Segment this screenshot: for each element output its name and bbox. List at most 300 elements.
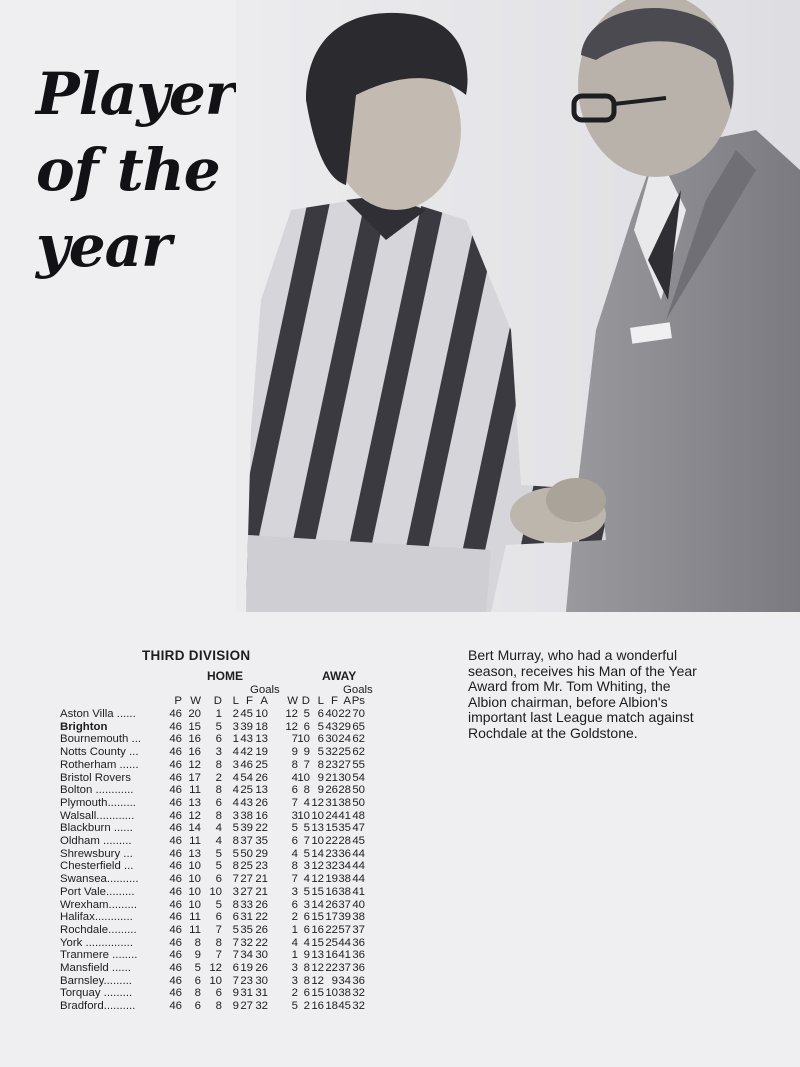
headline-line-3: year (36, 212, 171, 280)
table-cell: 13 (188, 796, 201, 809)
table-cell: 39 (240, 720, 253, 733)
table-cell: 6 (317, 708, 324, 720)
table-cell: 9 (317, 771, 324, 784)
table-row (60, 911, 420, 924)
table-cell: 35 (255, 835, 268, 847)
table-row (60, 924, 420, 937)
table-cell: 40 (352, 898, 365, 911)
table-cell: 25 (255, 758, 268, 771)
table-cell: 46 (169, 822, 182, 835)
table-cell: 10 (311, 809, 324, 822)
table-cell: 9 (194, 949, 201, 962)
table-cell: 8 (291, 758, 298, 771)
table-cell: 10 (209, 885, 222, 898)
table-cell: 9 (303, 746, 310, 759)
table-cell: 28 (338, 835, 351, 847)
table-cell: 38 (240, 809, 253, 822)
table-cell: 7 (232, 974, 239, 987)
table-cell: 6 (215, 733, 222, 746)
column-header: D (213, 695, 222, 707)
table-cell: 15 (311, 885, 324, 898)
table-cell: 62 (352, 733, 365, 746)
column-header: F (331, 695, 338, 707)
table-cell: 4 (291, 936, 298, 949)
table-cell: 11 (189, 835, 201, 847)
table-cell: 25 (240, 784, 253, 797)
table-cell: 10 (209, 974, 222, 987)
table-cell: 6 (215, 796, 222, 809)
table-cell: 34 (240, 949, 253, 962)
table-cell: 7 (232, 949, 239, 962)
table-cell: 46 (169, 708, 182, 720)
column-header: A (343, 695, 351, 707)
table-cell: 6 (303, 987, 310, 1000)
table-cell: 43 (240, 796, 253, 809)
column-header: W (190, 695, 201, 707)
table-cell: 32 (325, 860, 338, 873)
table-cell: 38 (338, 987, 351, 1000)
table-cell: 31 (255, 987, 268, 1000)
table-cell: 10 (188, 898, 201, 911)
table-cell: 35 (240, 923, 253, 936)
table-cell: 23 (240, 974, 253, 987)
table-cell: 65 (352, 720, 365, 733)
table-cell: 46 (169, 746, 182, 759)
team-name: Bradford.......... (60, 1000, 136, 1013)
table-cell: 46 (169, 898, 182, 911)
table-cell: 7 (232, 936, 239, 949)
table-cell: 15 (325, 822, 338, 835)
table-cell: 25 (338, 746, 351, 759)
table-cell: 27 (338, 758, 351, 771)
table-cell: 20 (188, 708, 201, 720)
table-cell: 46 (169, 987, 182, 1000)
team-name: Tranmere ........ (60, 949, 138, 962)
table-cell: 7 (291, 873, 298, 886)
table-cell: 2 (215, 771, 222, 784)
table-cell: 27 (240, 1000, 253, 1013)
table-cell: 4 (232, 796, 239, 809)
table-cell: 46 (169, 923, 182, 936)
team-name: Rotherham ...... (60, 758, 139, 771)
column-header: Ps (351, 695, 365, 707)
headline-line-2: of the (36, 136, 220, 204)
table-cell: 6 (232, 911, 239, 924)
table-cell: 5 (232, 822, 239, 835)
table-cell: 57 (338, 923, 351, 936)
table-cell: 27 (240, 873, 253, 886)
table-cell: 46 (169, 936, 182, 949)
away-goals-header: Goals (343, 684, 373, 696)
table-row (60, 784, 420, 797)
table-cell: 16 (255, 809, 268, 822)
table-cell: 46 (169, 860, 182, 873)
table-cell: 4 (215, 822, 222, 835)
table-cell: 12 (209, 962, 222, 974)
table-cell: 15 (311, 936, 324, 949)
team-name: Rochdale......... (60, 923, 137, 936)
table-row (60, 835, 420, 848)
table-cell: 39 (240, 822, 253, 835)
table-cell: 8 (215, 784, 222, 797)
team-name: Walsall............ (60, 809, 135, 822)
table-cell: 5 (291, 1000, 298, 1013)
table-row (60, 822, 420, 835)
table-cell: 70 (352, 708, 365, 720)
column-header: P (174, 695, 182, 707)
table-cell: 11 (189, 911, 201, 924)
table-cell: 45 (352, 835, 365, 847)
table-cell: 41 (338, 809, 351, 822)
table-cell: 4 (291, 771, 298, 784)
table-cell: 32 (240, 936, 253, 949)
table-cell: 24 (325, 809, 338, 822)
table-cell: 36 (352, 936, 365, 949)
table-cell: 17 (325, 911, 338, 924)
table-cell: 6 (194, 974, 201, 987)
table-cell: 1 (232, 733, 239, 746)
table-cell: 46 (169, 835, 182, 847)
table-cell: 5 (303, 822, 310, 835)
table-row (60, 860, 420, 873)
table-cell: 30 (338, 771, 351, 784)
table-cell: 42 (240, 746, 253, 759)
column-header: L (317, 695, 324, 707)
team-name: Port Vale......... (60, 885, 135, 898)
table-cell: 15 (188, 720, 201, 733)
table-cell: 9 (291, 746, 298, 759)
table-cell: 5 (232, 923, 239, 936)
table-cell: 10 (325, 987, 338, 1000)
table-cell: 43 (240, 733, 253, 746)
column-header: L (232, 695, 239, 707)
table-cell: 12 (285, 708, 298, 720)
team-name: York ............... (60, 936, 134, 949)
caption-line-1: Bert Murray, who had a wonderful (468, 647, 678, 663)
table-cell: 1 (291, 923, 298, 936)
table-cell: 3 (232, 809, 239, 822)
table-row (60, 962, 420, 975)
table-cell: 37 (338, 962, 351, 974)
table-cell: 6 (291, 835, 298, 847)
table-cell: 10 (297, 809, 310, 822)
table-cell: 46 (169, 962, 182, 974)
team-name: Aston Villa ...... (60, 708, 136, 720)
table-cell: 29 (338, 720, 351, 733)
table-cell: 7 (232, 873, 239, 886)
table-cell: 32 (352, 987, 365, 1000)
table-cell: 24 (338, 733, 351, 746)
table-cell: 6 (303, 911, 310, 924)
team-name: Halifax............ (60, 911, 133, 924)
table-row (60, 759, 420, 772)
table-cell: 8 (303, 974, 310, 987)
table-cell: 2 (291, 911, 298, 924)
home-goals-header: Goals (250, 684, 280, 696)
table-row (60, 975, 420, 988)
table-cell: 5 (194, 962, 201, 974)
table-cell: 1 (291, 949, 298, 962)
team-name: Barnsley......... (60, 974, 132, 987)
table-cell: 15 (311, 987, 324, 1000)
table-cell: 23 (325, 758, 338, 771)
table-cell: 46 (169, 873, 182, 886)
table-cell: 46 (169, 974, 182, 987)
team-name: Chesterfield ... (60, 860, 134, 873)
table-cell: 38 (352, 911, 365, 924)
table-cell: 26 (255, 923, 268, 936)
table-cell: 3 (291, 809, 298, 822)
team-name: Torquay ......... (60, 987, 133, 1000)
table-cell: 7 (303, 835, 310, 847)
table-cell: 37 (338, 898, 351, 911)
table-cell: 5 (303, 847, 310, 860)
table-cell: 10 (255, 708, 268, 720)
table-cell: 10 (188, 873, 201, 886)
table-cell: 6 (291, 784, 298, 797)
table-cell: 46 (169, 847, 182, 860)
table-cell: 5 (291, 822, 298, 835)
table-cell: 35 (338, 822, 351, 835)
table-cell: 3 (291, 885, 298, 898)
table-cell: 12 (311, 860, 324, 873)
table-cell: 26 (255, 771, 268, 784)
table-cell: 30 (325, 733, 338, 746)
table-cell: 8 (232, 835, 239, 847)
table-cell: 19 (255, 746, 268, 759)
table-cell: 22 (325, 835, 338, 847)
team-name: Blackburn ...... (60, 822, 133, 835)
table-cell: 6 (303, 720, 310, 733)
table-cell: 14 (311, 847, 324, 860)
table-cell: 6 (232, 962, 239, 974)
table-cell: 29 (255, 847, 268, 860)
table-cell: 10 (297, 733, 310, 746)
table-cell: 19 (325, 873, 338, 886)
table-cell: 3 (291, 962, 298, 974)
table-cell: 41 (352, 885, 365, 898)
table-cell: 54 (240, 771, 253, 784)
table-cell: 3 (303, 860, 310, 873)
table-cell: 6 (303, 923, 310, 936)
table-cell: 38 (338, 885, 351, 898)
team-name: Bolton ............ (60, 784, 134, 797)
table-cell: 46 (169, 720, 182, 733)
table-cell: 37 (240, 835, 253, 847)
table-cell: 45 (240, 708, 253, 720)
table-cell: 3 (291, 974, 298, 987)
table-cell: 22 (338, 708, 351, 720)
photo-caption (468, 648, 778, 742)
table-cell: 8 (194, 987, 201, 1000)
table-cell: 7 (291, 733, 298, 746)
table-cell: 36 (352, 962, 365, 974)
table-row (60, 1000, 420, 1013)
table-cell: 21 (325, 771, 338, 784)
table-row (60, 721, 420, 734)
table-cell: 46 (169, 949, 182, 962)
table-cell: 38 (338, 873, 351, 886)
table-row (60, 733, 420, 746)
table-cell: 6 (317, 733, 324, 746)
table-cell: 4 (291, 847, 298, 860)
table-cell: 43 (325, 720, 338, 733)
table-cell: 6 (215, 987, 222, 1000)
column-header: W (287, 695, 298, 707)
table-cell: 44 (352, 860, 365, 873)
table-cell: 7 (303, 758, 310, 771)
table-cell: 2 (303, 1000, 310, 1013)
table-cell: 10 (188, 860, 201, 873)
table-cell: 7 (291, 796, 298, 809)
table-cell: 50 (240, 847, 253, 860)
table-cell: 3 (303, 898, 310, 911)
table-cell: 5 (317, 746, 324, 759)
table-cell: 55 (352, 758, 365, 771)
table-cell: 4 (232, 784, 239, 797)
table-cell: 18 (325, 1000, 338, 1013)
column-header: D (301, 695, 310, 707)
table-cell: 9 (232, 1000, 239, 1013)
table-row (60, 810, 420, 823)
table-cell: 4 (303, 873, 310, 886)
team-name: Oldham ......... (60, 835, 132, 847)
table-cell: 8 (303, 962, 310, 974)
table-cell: 3 (232, 885, 239, 898)
table-row (60, 899, 420, 912)
table-cell: 26 (325, 784, 338, 797)
table-cell: 12 (311, 962, 324, 974)
table-cell: 46 (240, 758, 253, 771)
table-cell: 54 (352, 771, 365, 784)
table-cell: 22 (325, 962, 338, 974)
table-cell: 23 (325, 847, 338, 860)
table-cell: 26 (255, 796, 268, 809)
team-name: Bristol Rovers (60, 771, 131, 784)
table-cell: 12 (311, 796, 324, 809)
table-cell: 33 (240, 898, 253, 911)
table-cell: 5 (215, 847, 222, 860)
table-cell: 46 (169, 758, 182, 771)
table-cell: 38 (338, 796, 351, 809)
table-cell: 22 (255, 911, 268, 924)
table-cell: 46 (169, 784, 182, 797)
table-cell: 1 (215, 708, 222, 720)
table-title: THIRD DIVISION (142, 648, 251, 663)
table-cell: 26 (255, 962, 268, 974)
table-cell: 7 (215, 923, 222, 936)
table-cell: 21 (255, 873, 268, 886)
table-cell: 25 (325, 936, 338, 949)
table-cell: 13 (311, 822, 324, 835)
table-cell: 5 (303, 885, 310, 898)
headline-line-1: Player (36, 60, 235, 128)
table-cell: 8 (317, 758, 324, 771)
table-cell: 12 (188, 809, 201, 822)
table-cell: 17 (188, 771, 201, 784)
table-cell: 46 (169, 809, 182, 822)
table-cell: 14 (311, 898, 324, 911)
table-cell: 36 (352, 949, 365, 962)
table-row (60, 797, 420, 810)
table-cell: 31 (240, 987, 253, 1000)
table-cell: 36 (352, 974, 365, 987)
team-name: Brighton (60, 720, 108, 733)
table-cell: 5 (215, 860, 222, 873)
table-cell: 13 (255, 733, 268, 746)
table-cell: 46 (169, 1000, 182, 1013)
table-row (60, 848, 420, 861)
table-cell: 22 (325, 923, 338, 936)
caption-line-5: important last League match against (468, 709, 694, 726)
table-cell: 46 (169, 885, 182, 898)
table-cell: 46 (169, 796, 182, 809)
table-cell: 44 (338, 936, 351, 949)
caption-line-6: Rochdale at the Goldstone. (468, 724, 638, 741)
table-row (60, 937, 420, 950)
caption-line-4: Albion chairman, before Albion's (468, 693, 668, 710)
table-cell: 12 (311, 873, 324, 886)
table-cell: 2 (291, 987, 298, 1000)
table-cell: 11 (189, 923, 201, 936)
team-name: Wrexham......... (60, 898, 138, 911)
table-cell: 16 (325, 949, 338, 962)
table-cell: 7 (215, 949, 222, 962)
table-cell: 10 (297, 771, 310, 784)
table-cell: 40 (325, 708, 338, 720)
table-cell: 30 (255, 974, 268, 987)
table-row (60, 949, 420, 962)
table-cell: 12 (188, 758, 201, 771)
table-row (60, 772, 420, 785)
award-photograph (236, 0, 800, 612)
home-header: HOME (207, 669, 243, 683)
table-cell: 4 (232, 746, 239, 759)
table-cell: 25 (240, 860, 253, 873)
table-cell: 13 (188, 847, 201, 860)
table-cell: 32 (255, 1000, 268, 1013)
table-row (60, 886, 420, 899)
table-cell: 31 (240, 911, 253, 924)
table-cell: 6 (215, 873, 222, 886)
table-cell: 8 (215, 936, 222, 949)
table-cell: 34 (338, 860, 351, 873)
table-cell: 50 (352, 784, 365, 797)
table-cell: 19 (240, 962, 253, 974)
table-cell: 41 (338, 949, 351, 962)
table-cell: 8 (232, 898, 239, 911)
column-header: F (246, 695, 253, 707)
team-name: Bournemouth ... (60, 733, 142, 746)
table-cell: 5 (317, 720, 324, 733)
table-cell: 14 (188, 822, 201, 835)
table-cell: 3 (232, 758, 239, 771)
table-cell: 6 (215, 911, 222, 924)
table-cell: 3 (232, 720, 239, 733)
table-cell: 12 (285, 720, 298, 733)
column-header: A (260, 695, 268, 707)
table-cell: 10 (311, 835, 324, 847)
table-cell: 62 (352, 746, 365, 759)
table-cell: 13 (255, 784, 268, 797)
caption-line-2: season, receives his Man of the Year (468, 662, 697, 679)
table-cell: 45 (338, 1000, 351, 1013)
table-cell: 50 (352, 796, 365, 809)
table-cell: 48 (352, 809, 365, 822)
table-cell: 34 (338, 974, 351, 987)
table-cell: 27 (240, 885, 253, 898)
table-cell: 8 (215, 809, 222, 822)
